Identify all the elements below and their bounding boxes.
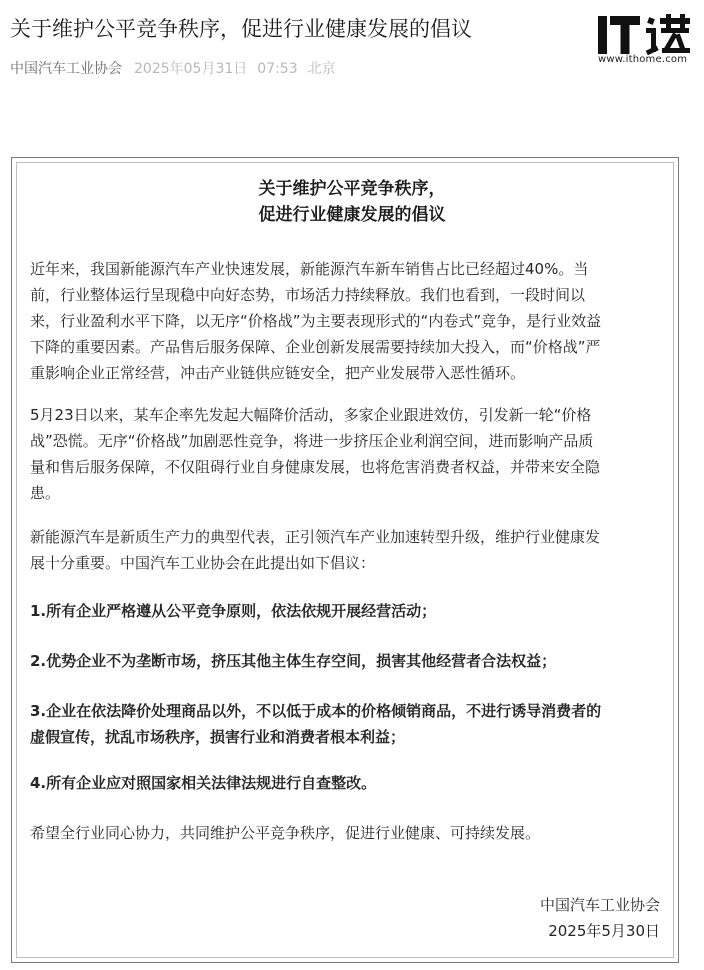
proposal-item-2-line: 2.优势企业不为垄断市场，挤压其他主体生存空间，损害其他经营者合法权益； — [30, 652, 557, 670]
article-date: 2025年05月31日 — [134, 61, 248, 77]
paragraph-2-line: 量和售后服务保障，不仅阻碍行业自身健康发展，也将危害消费者权益，并带来安全隐 — [30, 458, 601, 476]
paragraph-3-line: 展十分重要。中国汽车工业协会在此提出如下倡议： — [30, 554, 376, 572]
paragraph-3 — [30, 524, 670, 576]
signature-date: 2025年5月30日 — [548, 922, 660, 940]
paragraph-3-line: 新能源汽车是新质生产力的典型代表，正引领汽车产业加速转型升级，维护行业健康发 — [30, 528, 601, 546]
signature-organization: 中国汽车工业协会 — [539, 896, 660, 914]
paragraph-1 — [30, 256, 670, 386]
paragraph-2-line: 5月23日以来，某车企率先发起大幅降价活动，多家企业跟进效仿，引发新一轮“价格 — [30, 406, 592, 424]
proposal-item-3-line: 3.企业在依法降价处理商品以外，不以低于成本的价格倾销商品，不进行诱导消费者的 — [30, 702, 602, 720]
logo-url: www.ithome.com — [598, 54, 688, 65]
proposal-item-1-line: 1.所有企业严格遵从公平竞争原则，依法依规开展经营活动； — [30, 602, 437, 620]
closing-paragraph — [30, 820, 670, 846]
proposal-item-4-line: 4.所有企业应对照国家相关法律法规进行自查整改。 — [30, 774, 377, 792]
article-time: 07:53 — [257, 61, 298, 77]
paragraph-2-line: 患。 — [30, 484, 61, 502]
paragraph-1-line: 下降的重要因素。产品售后服务保障、企业创新发展需要持续加大投入，而“价格战”严 — [30, 338, 601, 356]
paragraph-2-line: 战”恐慌。无序“价格战”加剧恶性竞争，将进一步挤压企业利润空间，进而影响产品质 — [30, 432, 594, 450]
proposal-item-3 — [30, 698, 670, 750]
paragraph-1-line: 近年来，我国新能源汽车产业快速发展，新能源汽车新车销售占比已经超过40%。当 — [30, 260, 589, 278]
article-source[interactable]: 中国汽车工业协会 — [10, 61, 122, 77]
article-meta — [10, 58, 336, 80]
proposal-item-2 — [30, 648, 670, 674]
document-heading-line-1: 关于维护公平竞争秩序， — [258, 179, 446, 199]
paragraph-1-line: 重影响企业正常经营，冲击产业链供应链安全，把产业发展带入恶性循环。 — [30, 364, 526, 382]
proposal-item-4 — [30, 770, 670, 796]
document-heading-line-2: 促进行业健康发展的倡议 — [258, 205, 446, 225]
paragraph-2 — [30, 402, 670, 506]
article-location: 北京 — [307, 61, 336, 77]
article-title: 关于维护公平竞争秩序，促进行业健康发展的倡议 — [10, 17, 472, 41]
paragraph-1-line: 来，行业盈利水平下降，以无序“价格战”为主要表现形式的“内卷式”竞争，是行业效益 — [30, 312, 602, 330]
proposal-item-1 — [30, 598, 670, 624]
paragraph-1-line: 前，行业整体运行呈现稳中向好态势，市场活力持续释放。我们也看到，一段时间以 — [30, 286, 586, 304]
closing-line: 希望全行业同心协力，共同维护公平竞争秩序，促进行业健康、可持续发展。 — [30, 824, 541, 842]
proposal-item-3-line: 虚假宣传，扰乱市场秩序，损害行业和消费者根本利益； — [30, 728, 406, 746]
